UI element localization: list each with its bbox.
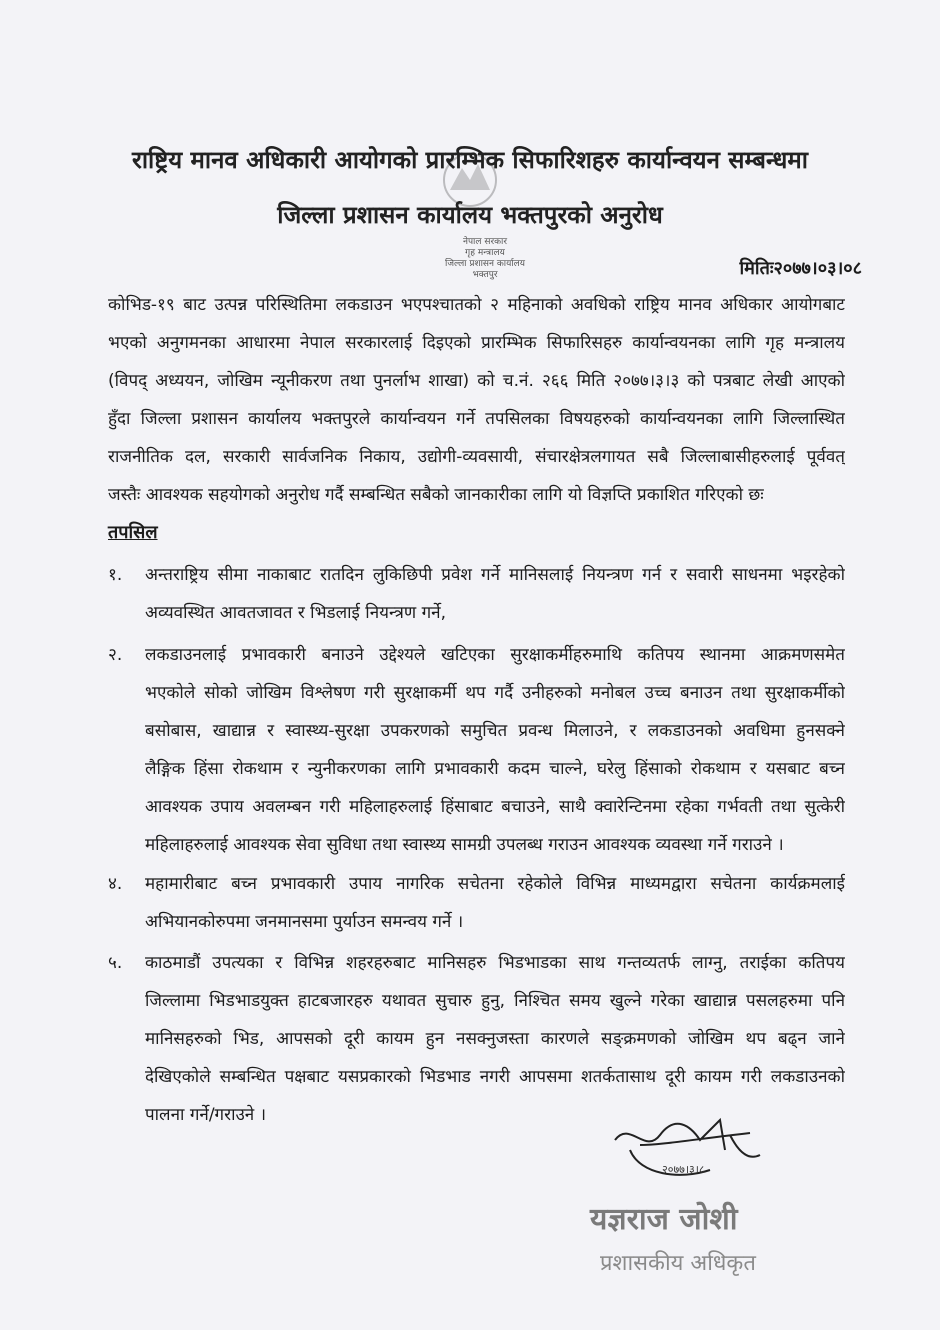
item-number: ५. (108, 953, 123, 973)
text-line: अभियानकोरुपमा जनमानसमा पुर्याउन समन्वय गर्ने । (145, 912, 464, 932)
text-line: राजनीतिक दल, सरकारी सार्वजनिक निकाय, उद्योगी-व्यवसायी, संचारक्षेत्रलगायत सबै जिल्लाबासीहरुलाई पूर्ववत् (108, 447, 845, 467)
text-line: आवश्यक उपाय अवलम्बन गरी महिलाहरुलाई हिंसाबाट बचाउने, साथै क्वारेन्टिनमा रहेका गर्भवती तथा सुत्केरी (145, 797, 845, 817)
text-line: हुँदा जिल्ला प्रशासन कार्यालय भक्तपुरले कार्यान्वयन गर्ने तपसिलका विषयहरुको कार्यान्वयनका लागि जिल्लास्थित (108, 409, 845, 429)
seal-line: गृह मन्त्रालय (465, 248, 505, 258)
text-line: पालना गर्ने/गराउने । (145, 1105, 267, 1125)
document-title-line-2: जिल्ला प्रशासन कार्यालय भक्तपुरको अनुरोध (277, 201, 663, 229)
text-line: अव्यवस्थित आवतजावत र भिडलाई नियन्त्रण गर्ने, (145, 603, 447, 623)
text-line: (विपद् अध्ययन, जोखिम न्यूनीकरण तथा पुनर्लाभ शाखा) को च.नं. २६६ मिति २०७७।३।३ को पत्रबाट लेखी आएको (108, 371, 845, 391)
item-number: १. (108, 565, 123, 585)
intro-paragraph (108, 286, 845, 514)
text-line: महामारीबाट बच्न प्रभावकारी उपाय नागरिक सचेतना रहेकोले विभिन्न माध्यमद्वारा सचेतना कार्यक्रमलाई (145, 874, 845, 894)
text-line: जिल्लामा भिडभाडयुक्त हाटबजारहरु यथावत सुचारु हुनु, निश्चित समय खुल्ने गरेका खाद्यान्न पसलहरुमा पनि (145, 991, 845, 1011)
signatory-name-stamp: यज्ञराज जोशी (590, 1202, 738, 1237)
text-line: अन्तराष्ट्रिय सीमा नाकाबाट रातदिन लुकिछिपी प्रवेश गर्ने मानिसलाई नियन्त्रण गर्न र सवारी साधनमा भइरहेको (145, 565, 845, 585)
seal-line: जिल्ला प्रशासन कार्यालय (445, 259, 525, 269)
document-title-line-1: राष्ट्रिय मानव अधिकारी आयोगको प्रारम्भिक सिफारिशहरु कार्यान्वयन सम्बन्धमा (132, 146, 808, 174)
text-line: जस्तैः आवश्यक सहयोगको अनुरोध गर्दै सम्बन्धित सबैको जानकारीका लागि यो विज्ञप्ति प्रकाशित गरिएको छः (108, 485, 764, 505)
text-line: देखिएकोले सम्बन्धित पक्षबाट यसप्रकारको भिडभाड नगरी आपसमा शतर्कतासाथ दूरी कायम गरी लकडाउनको (145, 1067, 845, 1087)
text-line: महिलाहरुलाई आवश्यक सेवा सुविधा तथा स्वास्थ्य सामग्री उपलब्ध गराउन आवश्यक व्यवस्था गर्ने गराउने । (145, 835, 784, 855)
text-line: भएको अनुगमनका आधारमा नेपाल सरकारलाई दिइएको प्रारम्भिक सिफारिसहरु कार्यान्वयनका लागि गृह मन्त्रालय (108, 333, 845, 353)
seal-line: भक्तपुर (472, 270, 498, 280)
details-heading: तपसिल (108, 522, 158, 543)
text-line: लकडाउनलाई प्रभावकारी बनाउने उद्देश्यले खटिएका सुरक्षाकर्मीहरुमाथि कतिपय स्थानमा आक्रमणसमेत (145, 645, 845, 665)
document-date: मितिः२०७७।०३।०८ (739, 258, 862, 279)
signature-date: २०७७।३।८ (662, 1163, 705, 1176)
item-number: २. (108, 645, 123, 665)
item-number: ४. (108, 874, 123, 894)
text-line: बसोबास, खाद्यान्न र स्वास्थ्य-सुरक्षा उपकरणको समुचित प्रवन्ध मिलाउने, र लकडाउनको अवधिमा हुनसक्ने (145, 721, 845, 741)
text-line: लैङ्गिक हिंसा रोकथाम र न्युनीकरणका लागि प्रभावकारी कदम चाल्ने, घरेलु हिंसाको रोकथाम र यसबाट बच्न (145, 759, 845, 779)
text-line: काठमाडौं उपत्यका र विभिन्न शहरहरुबाट मानिसहरु भिडभाडका साथ गन्तव्यतर्फ लाग्नु, तराईका कतिपय (145, 953, 845, 973)
text-line: कोभिड-१९ बाट उत्पन्न परिस्थितिमा लकडाउन भएपश्चातको २ महिनाको अवधिको राष्ट्रिय मानव अधिकार आयोगबाट (108, 295, 845, 315)
handwritten-signature (600, 1115, 820, 1195)
text-line: भएकोले सोको जोखिम विश्लेषण गरी सुरक्षाकर्मी थप गर्दै उनीहरुको मनोबल उच्च बनाउन तथा सुरक्षाकर्मीको (145, 683, 845, 703)
signatory-title-stamp: प्रशासकीय अधिकृत (600, 1251, 756, 1276)
text-line: मानिसहरुको भिड, आपसको दूरी कायम हुन नसक्नुजस्ता कारणले सङ्क्रमणको जोखिम थप बढ्न जाने (145, 1029, 845, 1049)
seal-line: नेपाल सरकार (462, 237, 508, 247)
